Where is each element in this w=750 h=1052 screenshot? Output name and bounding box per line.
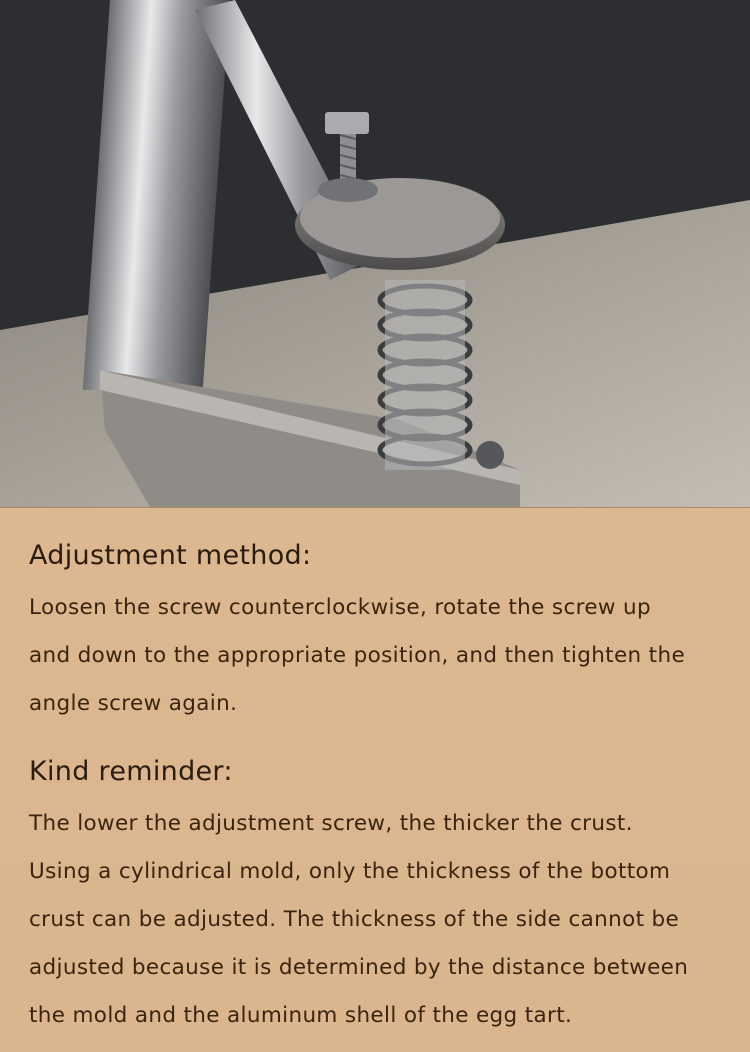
egg-tart-press-screw-icon [0, 0, 750, 507]
reminder-heading: Kind reminder: [29, 756, 233, 787]
reminder-line: the mold and the aluminum shell of the egg tart. [29, 1003, 573, 1028]
adjustment-line: Loosen the screw counterclockwise, rotate the screw up [29, 595, 652, 620]
adjustment-line: angle screw again. [29, 691, 238, 716]
reminder-text [29, 800, 741, 1040]
reminder-line: Using a cylindrical mold, only the thickness of the bottom [29, 859, 671, 884]
reminder-line: crust can be adjusted. The thickness of the side cannot be [29, 907, 680, 932]
product-photo [0, 0, 750, 508]
instructions [0, 507, 750, 1052]
reminder-line: adjusted because it is determined by the distance between [29, 955, 689, 980]
adjustment-line: and down to the appropriate position, and then tighten the [29, 643, 686, 668]
adjustment-text [29, 584, 741, 728]
reminder-line: The lower the adjustment screw, the thicker the crust. [29, 811, 633, 836]
adjustment-heading: Adjustment method: [29, 540, 312, 571]
